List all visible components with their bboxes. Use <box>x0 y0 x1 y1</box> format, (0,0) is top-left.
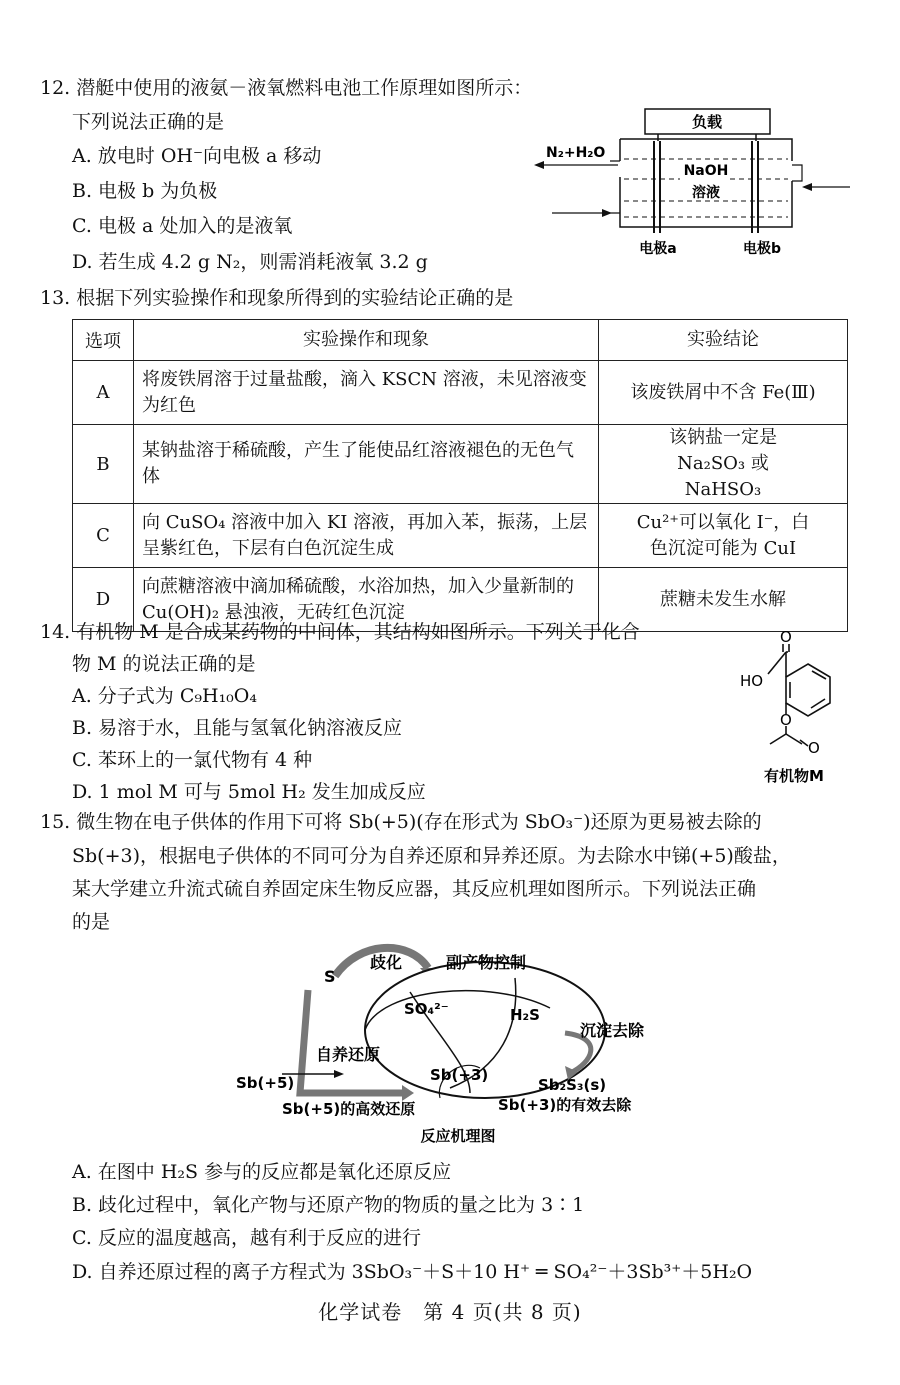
oxygen-ring: O <box>780 711 792 729</box>
structure-caption: 有机物M <box>764 767 824 785</box>
sb2s3-label: Sb₂S₃(s) <box>538 1076 607 1094</box>
sulfur-label: S <box>324 967 336 986</box>
molecule-structure <box>728 626 868 791</box>
q15-stem-1: 15. 微生物在电子供体的作用下可将 Sb(+5)(存在形式为 SbO₃⁻)还原为更易被去除的 <box>40 811 762 833</box>
q14-stem-1: 14. 有机物 M 是合成某药物的中间体，其结构如图所示。下列关于化合 <box>40 621 640 643</box>
sb3-label: Sb(+3) <box>430 1066 489 1084</box>
row-operation: 将废铁屑溶于过量盐酸，滴入 KSCN 溶液，未见溶液变为红色 <box>134 361 599 425</box>
q14-option-b: B. 易溶于水，且能与氢氧化钠溶液反应 <box>72 717 403 739</box>
row-conclusion: 该钠盐一定是 Na₂SO₃ 或 NaHSO₃ <box>599 425 848 504</box>
experiment-table <box>72 319 848 632</box>
table-row <box>73 361 848 425</box>
q14-option-a: A. 分子式为 C₉H₁₀O₄ <box>72 685 257 707</box>
reaction-mechanism-diagram <box>220 938 680 1148</box>
row-option: B <box>73 425 134 504</box>
q13-stem: 13. 根据下列实验操作和现象所得到的实验结论正确的是 <box>40 287 514 309</box>
row-operation: 某钠盐溶于稀硫酸，产生了能使品红溶液褪色的无色气体 <box>134 425 599 504</box>
effective-removal-label: Sb(+3)的有效去除 <box>498 1096 632 1114</box>
header-conclusion: 实验结论 <box>599 320 848 361</box>
q12-option-d: D. 若生成 4.2 g N₂，则需消耗液氧 3.2 g <box>72 251 428 273</box>
row-operation: 向 CuSO₄ 溶液中加入 KI 溶液，再加入苯，振荡，上层呈紫红色，下层有白色沉淀生成 <box>134 504 599 568</box>
q15-stem-3: 某大学建立升流式硫自养固定床生物反应器，其反应机理如图所示。下列说法正确 <box>72 878 757 900</box>
q12-option-b: B. 电极 b 为负极 <box>72 180 218 202</box>
electrode-a-label: 电极a <box>639 241 677 257</box>
row-conclusion: 该废铁屑中不含 Fe(Ⅲ) <box>599 361 848 425</box>
diagram-caption: 反应机理图 <box>420 1127 496 1145</box>
q12-stem: 12. 潜艇中使用的液氨－液氧燃料电池工作原理如图所示： <box>40 77 533 99</box>
row-conclusion: 蔗糖未发生水解 <box>599 568 848 632</box>
page-footer: 化学试卷 第 4 页(共 8 页) <box>318 1300 582 1324</box>
row-option: A <box>73 361 134 425</box>
autotrophic-reduction-label: 自养还原 <box>316 1045 381 1064</box>
electrolyte-label-1: NaOH <box>683 163 729 179</box>
q15-stem-4: 的是 <box>72 911 111 933</box>
q15-option-a: A. 在图中 H₂S 参与的反应都是氧化还原反应 <box>72 1161 452 1183</box>
q12-prompt: 下列说法正确的是 <box>72 111 225 133</box>
row-option: D <box>73 568 134 632</box>
row-operation: 向蔗糖溶液中滴加稀硫酸，水浴加热，加入少量新制的 Cu(OH)₂ 悬浊液，无砖红色沉淀 <box>134 568 599 632</box>
q14-stem-2: 物 M 的说法正确的是 <box>72 653 256 675</box>
table-row <box>73 425 848 504</box>
row-option: C <box>73 504 134 568</box>
q14-option-c: C. 苯环上的一氯代物有 4 种 <box>72 749 313 771</box>
load-label: 负载 <box>691 113 723 131</box>
q15-stem-2: Sb(+3)，根据电子供体的不同可分为自养还原和异养还原。为去除水中锑(+5)酸盐， <box>72 845 791 867</box>
q15-option-c: C. 反应的温度越高，越有利于反应的进行 <box>72 1227 421 1249</box>
hydroxyl-label: HO <box>740 672 764 690</box>
precipitation-removal-label: 沉淀去除 <box>580 1021 645 1040</box>
q14-option-d: D. 1 mol M 可与 5mol H₂ 发生加成反应 <box>72 781 426 803</box>
q12-option-c: C. 电极 a 处加入的是液氧 <box>72 215 293 237</box>
header-option: 选项 <box>73 320 134 361</box>
header-operation: 实验操作和现象 <box>134 320 599 361</box>
sb5-label: Sb(+5) <box>236 1074 295 1092</box>
table-header-row <box>73 320 848 361</box>
byproduct-control-label: 副产物控制 <box>446 953 527 972</box>
efficient-reduction-label: Sb(+5)的高效还原 <box>282 1100 416 1118</box>
oxygen-bottom: O <box>808 739 820 757</box>
q12-option-a: A. 放电时 OH⁻向电极 a 移动 <box>72 145 322 167</box>
h2s-label: H₂S <box>510 1006 540 1024</box>
outlet-label: N₂+H₂O <box>546 145 606 161</box>
electrolyte-label-2: 溶液 <box>692 185 720 201</box>
fuel-cell-diagram <box>530 105 860 265</box>
electrode-b-label: 电极b <box>742 241 782 257</box>
q15-option-d: D. 自养还原过程的离子方程式为 3SbO₃⁻＋S＋10 H⁺ ═ SO₄²⁻＋3Sb³⁺＋5H₂O <box>72 1261 753 1283</box>
table-row <box>73 504 848 568</box>
disproportionation-label: 歧化 <box>370 953 403 972</box>
oxygen-top: O <box>780 628 792 646</box>
q15-option-b: B. 歧化过程中，氧化产物与还原产物的物质的量之比为 3∶1 <box>72 1194 585 1216</box>
row-conclusion: Cu²⁺可以氧化 I⁻，白色沉淀可能为 CuI <box>599 504 848 568</box>
sulfate-label: SO₄²⁻ <box>404 1000 449 1018</box>
